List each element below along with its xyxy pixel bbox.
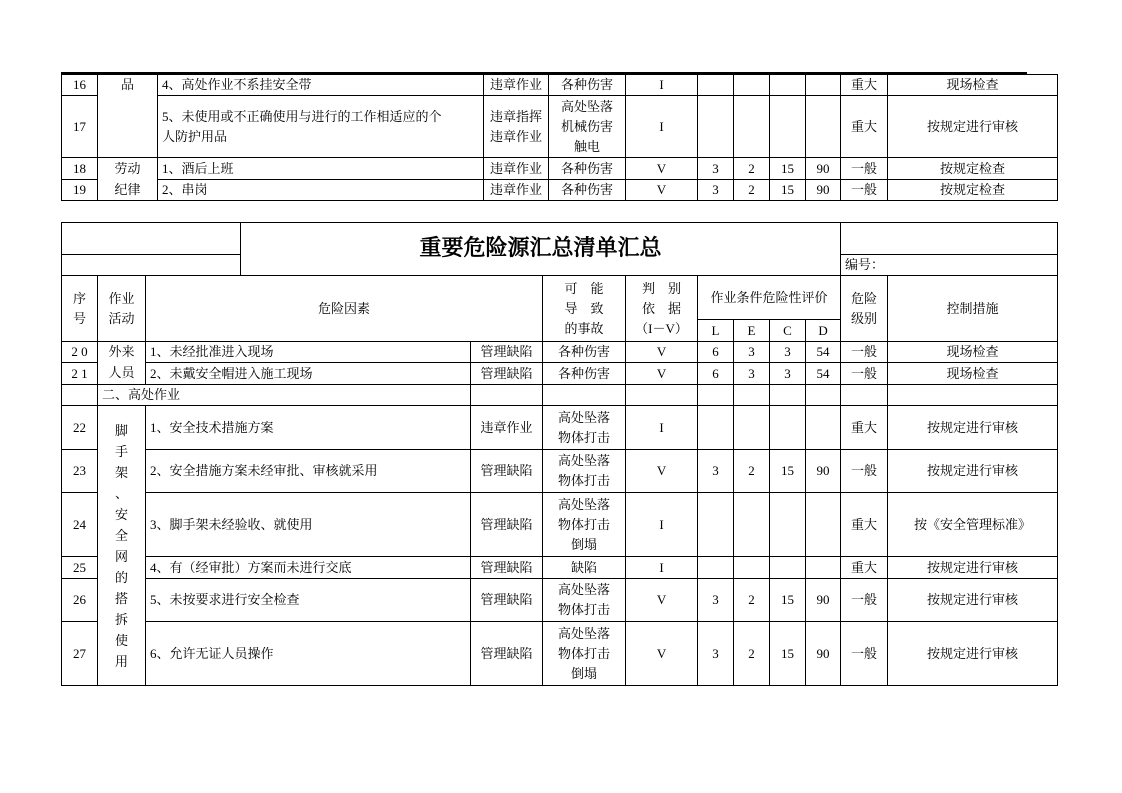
table-row: [62, 450, 1058, 493]
row-hazard: 3、脚手架未经验收、就使用: [146, 493, 471, 557]
row-hazard: 5、未按要求进行安全检查: [146, 579, 471, 622]
header-hazard: 危险因素: [146, 276, 543, 342]
table-row: [62, 342, 1058, 363]
row-hazard: 1、酒后上班: [158, 158, 484, 180]
row-accident: 各种伤害: [543, 363, 626, 385]
row-l: 3: [698, 180, 734, 201]
row-hazard: 2、安全措施方案未经审批、审核就采用: [146, 450, 471, 493]
row-cause: 违章作业: [484, 180, 549, 201]
row-d: 90: [806, 180, 841, 201]
row-l: [698, 493, 734, 557]
row-basis: V: [626, 180, 698, 201]
section-empty-cell: [471, 385, 543, 406]
row-l: [698, 557, 734, 579]
table-row: [62, 406, 1058, 450]
row-level: 重大: [841, 75, 888, 96]
hazard-table-continued: [61, 74, 1058, 201]
document-title: 重要危险源汇总清单汇总: [241, 223, 841, 276]
row-hazard: 2、未戴安全帽进入施工现场: [146, 363, 471, 385]
row-d: 54: [806, 363, 841, 385]
row-e: 3: [734, 363, 770, 385]
section-empty-cell: [888, 385, 1058, 406]
row-basis: V: [626, 363, 698, 385]
row-number: 27: [62, 622, 98, 686]
row-cause: 违章作业: [471, 406, 543, 450]
table1-body: [62, 75, 1058, 201]
row-e: 2: [734, 450, 770, 493]
row-basis: I: [626, 96, 698, 158]
row-number: 16: [62, 75, 98, 96]
row-l: [698, 96, 734, 158]
title-left-bottom: [62, 255, 241, 276]
section-empty-cell: [734, 385, 770, 406]
row-control: 按规定进行审核: [888, 96, 1058, 158]
row-level: 重大: [841, 493, 888, 557]
row-d: 90: [806, 579, 841, 622]
header-evaluation: 作业条件危险性评价: [698, 276, 841, 320]
row-accident: 各种伤害: [549, 158, 626, 180]
table-row: [62, 363, 1058, 385]
header-E: E: [734, 320, 770, 342]
row-control: 现场检查: [888, 342, 1058, 363]
row-e: 2: [734, 158, 770, 180]
row-level: 一般: [841, 158, 888, 180]
row-number: 25: [62, 557, 98, 579]
row-accident: 高处坠落 机械伤害 触电: [549, 96, 626, 158]
row-c: [770, 96, 806, 158]
row-basis: I: [626, 557, 698, 579]
table-row: [62, 557, 1058, 579]
row-hazard: 5、未使用或不正确使用与进行的工作相适应的个 人防护用品: [158, 96, 484, 158]
section-empty-cell: [806, 385, 841, 406]
row-activity: 人员: [98, 363, 146, 385]
row-hazard: 6、允许无证人员操作: [146, 622, 471, 686]
hazard-summary-table: [61, 275, 1058, 686]
row-l: 3: [698, 450, 734, 493]
header-basis: 判 别 依 据 （I－V）: [626, 276, 698, 342]
row-c: 3: [770, 363, 806, 385]
row-e: 2: [734, 180, 770, 201]
row-control: 按规定进行审核: [888, 579, 1058, 622]
row-e: [734, 406, 770, 450]
table-row: [62, 75, 1058, 96]
row-number: 22: [62, 406, 98, 450]
header-accident: 可 能 导 致 的事故: [543, 276, 626, 342]
row-c: 15: [770, 579, 806, 622]
header-no: 序 号: [62, 276, 98, 342]
row-basis: V: [626, 158, 698, 180]
table-row: [62, 158, 1058, 180]
table2-body: [62, 342, 1058, 686]
row-l: [698, 75, 734, 96]
row-number: 18: [62, 158, 98, 180]
row-cause: 管理缺陷: [471, 342, 543, 363]
row-level: 一般: [841, 579, 888, 622]
row-l: 3: [698, 158, 734, 180]
row-l: [698, 406, 734, 450]
row-control: 按规定进行审核: [888, 622, 1058, 686]
row-number: 24: [62, 493, 98, 557]
row-control: 按规定检查: [888, 180, 1058, 201]
row-basis: I: [626, 406, 698, 450]
row-control: 按《安全管理标准》: [888, 493, 1058, 557]
table-row: [62, 96, 1058, 158]
row-l: 6: [698, 363, 734, 385]
row-hazard: 4、有（经审批）方案而未进行交底: [146, 557, 471, 579]
row-basis: V: [626, 579, 698, 622]
row-accident: 高处坠落 物体打击 倒塌: [543, 622, 626, 686]
row-number: 26: [62, 579, 98, 622]
row-cause: 管理缺陷: [471, 579, 543, 622]
row-c: 15: [770, 622, 806, 686]
header-D: D: [806, 320, 841, 342]
row-number: 2 1: [62, 363, 98, 385]
row-c: [770, 557, 806, 579]
row-c: [770, 406, 806, 450]
row-level: 重大: [841, 406, 888, 450]
table-row: [62, 622, 1058, 686]
row-hazard: 1、未经批准进入现场: [146, 342, 471, 363]
row-control: 现场检查: [888, 75, 1058, 96]
row-c: 15: [770, 158, 806, 180]
row-number: 17: [62, 96, 98, 158]
row-hazard: 1、安全技术措施方案: [146, 406, 471, 450]
header-C: C: [770, 320, 806, 342]
row-hazard: 2、串岗: [158, 180, 484, 201]
row-activity: [98, 96, 158, 158]
row-level: 一般: [841, 342, 888, 363]
row-level: 一般: [841, 450, 888, 493]
title-right-top: [841, 223, 1058, 255]
row-cause: 管理缺陷: [471, 493, 543, 557]
row-e: [734, 96, 770, 158]
row-basis: V: [626, 342, 698, 363]
row-basis: I: [626, 75, 698, 96]
row-accident: 缺陷: [543, 557, 626, 579]
row-d: [806, 557, 841, 579]
title-left-top: [62, 223, 241, 255]
row-level: 重大: [841, 96, 888, 158]
row-cause: 违章指挥 违章作业: [484, 96, 549, 158]
row-c: 15: [770, 450, 806, 493]
row-l: 3: [698, 579, 734, 622]
row-d: [806, 406, 841, 450]
row-activity: 品: [98, 75, 158, 96]
section-empty-cell: [770, 385, 806, 406]
row-control: 按规定进行审核: [888, 450, 1058, 493]
section-heading: 二、高处作业: [98, 385, 471, 406]
row-activity: 劳动: [98, 158, 158, 180]
row-cause: 管理缺陷: [471, 450, 543, 493]
row-hazard: 4、高处作业不系挂安全带: [158, 75, 484, 96]
row-d: 90: [806, 622, 841, 686]
row-e: 2: [734, 622, 770, 686]
row-basis: V: [626, 450, 698, 493]
row-activity: 纪律: [98, 180, 158, 201]
table-row: [62, 180, 1058, 201]
section-empty-cell: [626, 385, 698, 406]
section-empty-no: [62, 385, 98, 406]
row-activity: 外来: [98, 342, 146, 363]
row-accident: 高处坠落 物体打击 倒塌: [543, 493, 626, 557]
row-accident: 各种伤害: [543, 342, 626, 363]
row-control: 按规定进行审核: [888, 557, 1058, 579]
row-accident: 高处坠落 物体打击: [543, 579, 626, 622]
code-label: 编号：: [841, 255, 1058, 276]
row-number: 2 0: [62, 342, 98, 363]
header-activity: 作业 活动: [98, 276, 146, 342]
section-empty-cell: [841, 385, 888, 406]
row-d: [806, 493, 841, 557]
row-c: [770, 493, 806, 557]
row-e: 2: [734, 579, 770, 622]
row-e: [734, 557, 770, 579]
row-e: 3: [734, 342, 770, 363]
row-control: 按规定检查: [888, 158, 1058, 180]
row-d: 90: [806, 450, 841, 493]
table-row: [62, 579, 1058, 622]
row-e: [734, 493, 770, 557]
row-c: 3: [770, 342, 806, 363]
row-cause: 违章作业: [484, 75, 549, 96]
table-row: [62, 493, 1058, 557]
group-activity: 脚 手 架 、 安 全 网 的 搭 拆 使 用: [98, 406, 146, 686]
row-basis: V: [626, 622, 698, 686]
row-cause: 管理缺陷: [471, 557, 543, 579]
row-level: 一般: [841, 363, 888, 385]
row-accident: 各种伤害: [549, 180, 626, 201]
row-level: 重大: [841, 557, 888, 579]
row-c: [770, 75, 806, 96]
row-l: 3: [698, 622, 734, 686]
row-number: 19: [62, 180, 98, 201]
row-d: [806, 96, 841, 158]
title-block: [61, 222, 1058, 276]
section-row: [62, 385, 1058, 406]
row-control: 按规定进行审核: [888, 406, 1058, 450]
row-c: 15: [770, 180, 806, 201]
row-accident: 高处坠落 物体打击: [543, 450, 626, 493]
row-cause: 管理缺陷: [471, 622, 543, 686]
header-control: 控制措施: [888, 276, 1058, 342]
row-cause: 违章作业: [484, 158, 549, 180]
row-d: 90: [806, 158, 841, 180]
row-d: 54: [806, 342, 841, 363]
section-empty-cell: [543, 385, 626, 406]
row-l: 6: [698, 342, 734, 363]
row-d: [806, 75, 841, 96]
header-level: 危险 级别: [841, 276, 888, 342]
row-e: [734, 75, 770, 96]
row-control: 现场检查: [888, 363, 1058, 385]
row-level: 一般: [841, 180, 888, 201]
row-cause: 管理缺陷: [471, 363, 543, 385]
row-number: 23: [62, 450, 98, 493]
row-accident: 各种伤害: [549, 75, 626, 96]
section-empty-cell: [698, 385, 734, 406]
row-basis: I: [626, 493, 698, 557]
header-L: L: [698, 320, 734, 342]
row-accident: 高处坠落 物体打击: [543, 406, 626, 450]
row-level: 一般: [841, 622, 888, 686]
